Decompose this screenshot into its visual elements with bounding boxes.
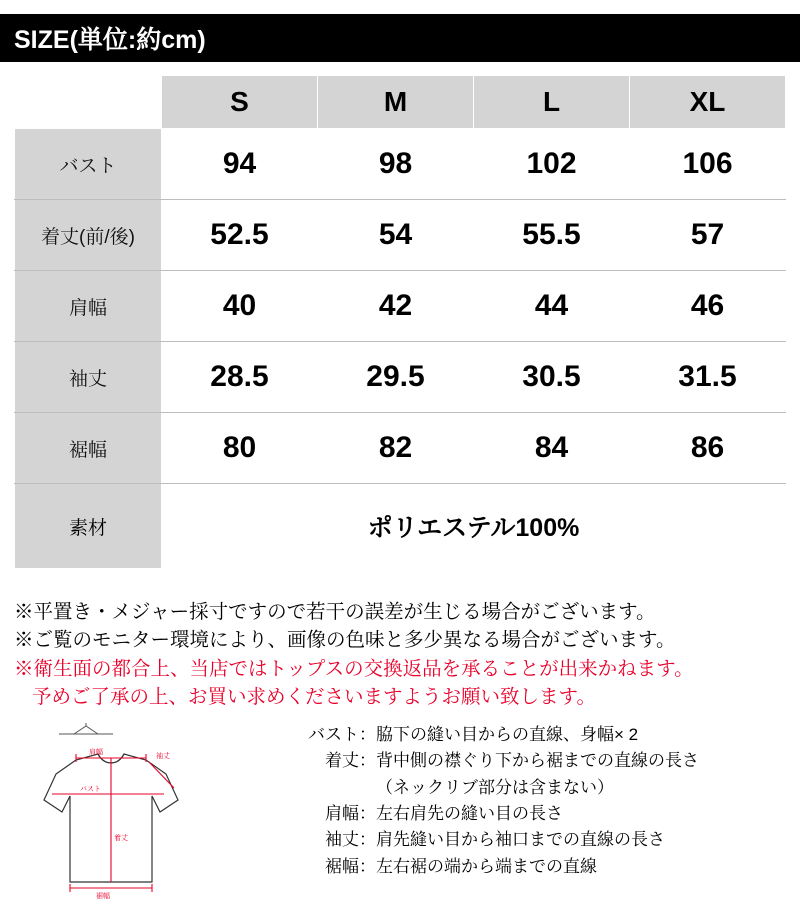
table-row	[15, 342, 786, 413]
table-header-s: S	[162, 76, 318, 129]
legend-item-shoulder	[294, 801, 794, 827]
diagram-label-hem: 裾幅	[96, 893, 110, 900]
cell-shoulder-m: 42	[318, 271, 474, 342]
cell-length-s: 52.5	[162, 200, 318, 271]
cell-shoulder-xl: 46	[630, 271, 786, 342]
legend-item-sleeve	[294, 827, 794, 853]
size-table	[14, 75, 786, 569]
legend-desc-bust: 脇下の縫い目からの直線、身幅× 2	[376, 725, 639, 744]
cell-length-m: 54	[318, 200, 474, 271]
cell-hem-m: 82	[318, 413, 474, 484]
legend-term-shoulder: 肩幅：	[325, 804, 376, 824]
cell-length-xl: 57	[630, 200, 786, 271]
row-label-length: 着丈(前/後)	[15, 200, 162, 271]
cell-hem-xl: 86	[630, 413, 786, 484]
row-label-shoulder: 肩幅	[15, 271, 162, 342]
legend-item-bust	[294, 722, 794, 748]
cell-bust-m: 98	[318, 129, 474, 200]
cell-shoulder-l: 44	[474, 271, 630, 342]
diagram-label-bust: バスト	[80, 786, 101, 793]
legend-term-length: 着丈：	[325, 751, 376, 771]
diagram-label-shoulder: 肩幅	[89, 749, 103, 756]
table-header-xl: XL	[630, 76, 786, 129]
cell-hem-l: 84	[474, 413, 630, 484]
table-header-row	[15, 76, 786, 129]
note-line-3: ※衛生面の都合上、当店ではトップスの交換返品を承ることが出来かねます。	[14, 657, 694, 680]
cell-length-l: 55.5	[474, 200, 630, 271]
table-row-material	[15, 484, 786, 569]
cell-bust-xl: 106	[630, 129, 786, 200]
tshirt-measurement-diagram	[14, 722, 284, 912]
cell-material-value: ポリエステル100%	[162, 484, 786, 569]
cell-bust-l: 102	[474, 129, 630, 200]
cell-sleeve-l: 30.5	[474, 342, 630, 413]
diagram-label-sleeve: 袖丈	[156, 753, 170, 760]
row-label-bust: バスト	[15, 129, 162, 200]
legend-term-bust: バスト：	[308, 725, 376, 744]
diagram-legend-area	[14, 722, 794, 912]
row-label-material: 素材	[15, 484, 162, 569]
notes-block	[14, 598, 794, 711]
table-header-m: M	[318, 76, 474, 129]
legend-term-hem: 裾幅：	[325, 856, 376, 876]
table-row	[15, 129, 786, 200]
note-line-2: ※ご覧のモニター環境により、画像の色味と多少異なる場合がございます。	[14, 629, 676, 652]
legend-item-hem	[294, 854, 794, 880]
cell-sleeve-s: 28.5	[162, 342, 318, 413]
legend-subnote-length: （ネックリブ部分は含まない）	[376, 777, 614, 797]
table-corner-cell	[15, 76, 162, 129]
cell-hem-s: 80	[162, 413, 318, 484]
table-row	[15, 271, 786, 342]
note-line-4: 予めご了承の上、お買い求めくださいますようお願い致します。	[32, 685, 596, 708]
diagram-label-length: 着丈	[114, 835, 128, 842]
size-header-bar	[0, 14, 800, 62]
legend-term-sleeve: 袖丈：	[325, 830, 376, 850]
cell-sleeve-m: 29.5	[318, 342, 474, 413]
legend-desc-sleeve: 肩先縫い目から袖口までの直線の長さ	[376, 830, 665, 850]
table-row	[15, 200, 786, 271]
page-title: SIZE(単位:約cm)	[14, 26, 206, 54]
legend-list	[284, 722, 794, 880]
note-line-1: ※平置き・メジャー採寸ですので若干の誤差が生じる場合がございます。	[14, 601, 656, 623]
row-label-hem: 裾幅	[15, 413, 162, 484]
hanger-icon	[59, 723, 113, 734]
cell-sleeve-xl: 31.5	[630, 342, 786, 413]
row-label-sleeve: 袖丈	[15, 342, 162, 413]
legend-item-length	[294, 748, 794, 774]
table-row	[15, 413, 786, 484]
legend-desc-length: 背中側の襟ぐり下から裾までの直線の長さ	[376, 751, 699, 771]
legend-desc-shoulder: 左右肩先の縫い目の長さ	[376, 804, 563, 824]
tshirt-diagram-svg	[14, 722, 284, 912]
legend-desc-hem: 左右裾の端から端までの直線	[376, 856, 597, 876]
cell-shoulder-s: 40	[162, 271, 318, 342]
cell-bust-s: 94	[162, 129, 318, 200]
table-header-l: L	[474, 76, 630, 129]
